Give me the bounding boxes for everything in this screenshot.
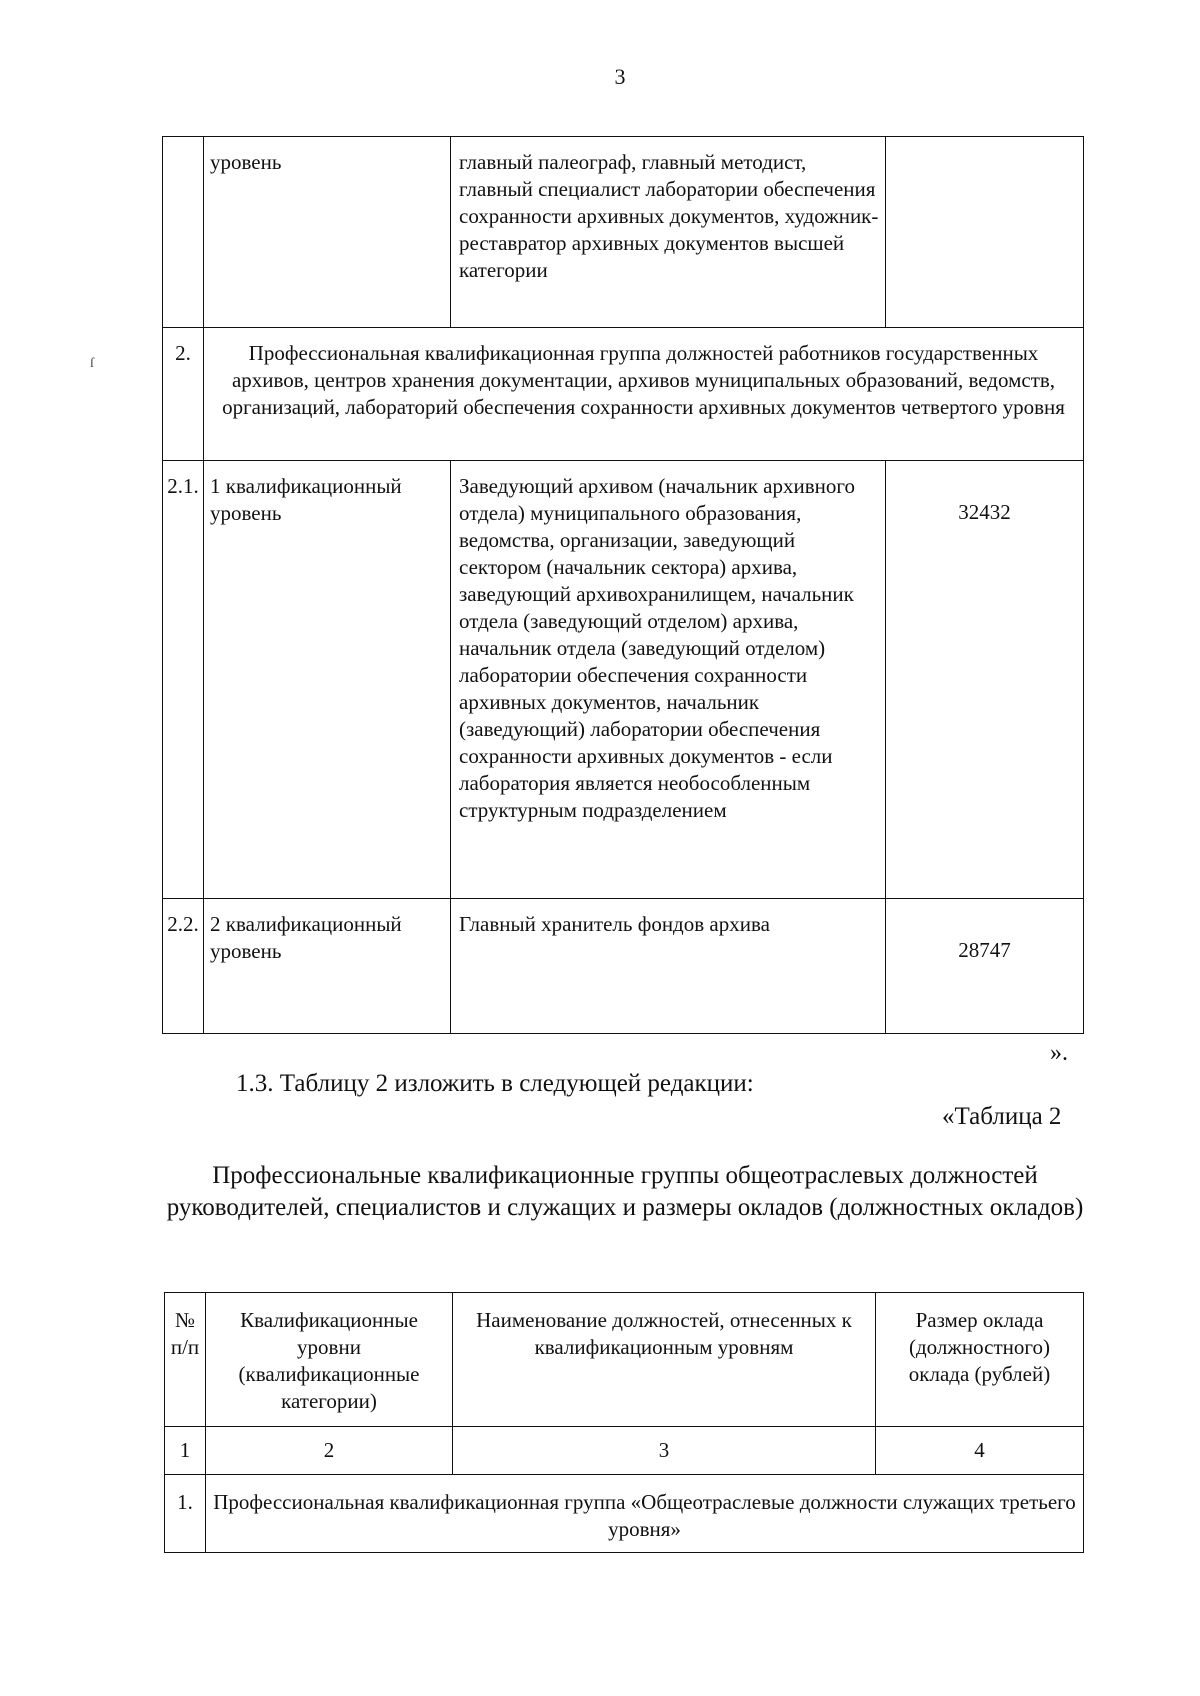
header-row (165, 1293, 1084, 1427)
table-label: «Таблица 2 (942, 1103, 1062, 1130)
column-number: 4 (876, 1427, 1084, 1475)
table-title: Профессиональные квалификационные группы общеотраслевых должностей руководителей, специалистов и служащих и размеры окладов (должностных окладов) (166, 1162, 1084, 1221)
group-row (163, 328, 1084, 461)
table-row (163, 899, 1084, 1034)
qualification-level: уровень (204, 137, 451, 328)
row-number: 2. (163, 328, 204, 461)
row-number (163, 137, 204, 328)
row-number: 1. (165, 1475, 206, 1553)
salary-amount: 32432 (886, 461, 1084, 899)
column-number: 1 (165, 1427, 206, 1475)
table-row (163, 137, 1084, 328)
header-positions: Наименование должностей, отнесенных к квалификационным уровням (453, 1293, 876, 1427)
position-names: главный палеограф, главный методист, главный специалист лаборатории обеспечения сохранности архивных документов, художник-реставратор архивных документов высшей категории (451, 137, 886, 328)
position-names: Главный хранитель фондов архива (451, 899, 886, 1034)
position-names: Заведующий архивом (начальник архивного отдела) муниципального образования, ведомства, организации, заведующий сектором (начальник сектора) архива, заведующий архивохранилищем, начальник отдела (заведующий отделом) архива, начальник отдела (заведующий отделом) лаборатории обеспечения сохранности архивных документов, начальник (заведующий) лаборатории обеспечения сохранности архивных документов - если лаборатория является необособленным структурным подразделением (451, 461, 886, 899)
page-number: 3 (614, 64, 626, 89)
closing-quote: ». (1050, 1040, 1068, 1066)
header-levels: Квалификационные уровни (квалификационные категории) (206, 1293, 453, 1427)
group-row (165, 1475, 1084, 1553)
group-title: Профессиональная квалификационная группа должностей работников государственных архивов, центров хранения документации, архивов муниципальных образований, ведомств, организаций, лабораторий обеспечения сохранности архивных документов четвертого уровня (204, 328, 1084, 461)
group-title: Профессиональная квалификационная группа «Общеотраслевые должности служащих третьего уровня» (206, 1475, 1084, 1553)
margin-mark: ſ (90, 356, 94, 371)
column-number: 3 (453, 1427, 876, 1475)
salary-amount (886, 137, 1084, 328)
instruction-text: 1.3. Таблицу 2 изложить в следующей редакции: (236, 1070, 754, 1097)
header-salary: Размер оклада (должностного) оклада (рублей) (876, 1293, 1084, 1427)
row-number: 2.2. (163, 899, 204, 1034)
salary-table-2 (164, 1292, 1084, 1553)
salary-table-continued (162, 136, 1084, 1034)
row-number: 2.1. (163, 461, 204, 899)
column-numbers-row (165, 1427, 1084, 1475)
table-row (163, 461, 1084, 899)
qualification-level: 1 квалификационный уровень (204, 461, 451, 899)
salary-amount: 28747 (886, 899, 1084, 1034)
qualification-level: 2 квалификационный уровень (204, 899, 451, 1034)
header-number: № п/п (165, 1293, 206, 1427)
column-number: 2 (206, 1427, 453, 1475)
